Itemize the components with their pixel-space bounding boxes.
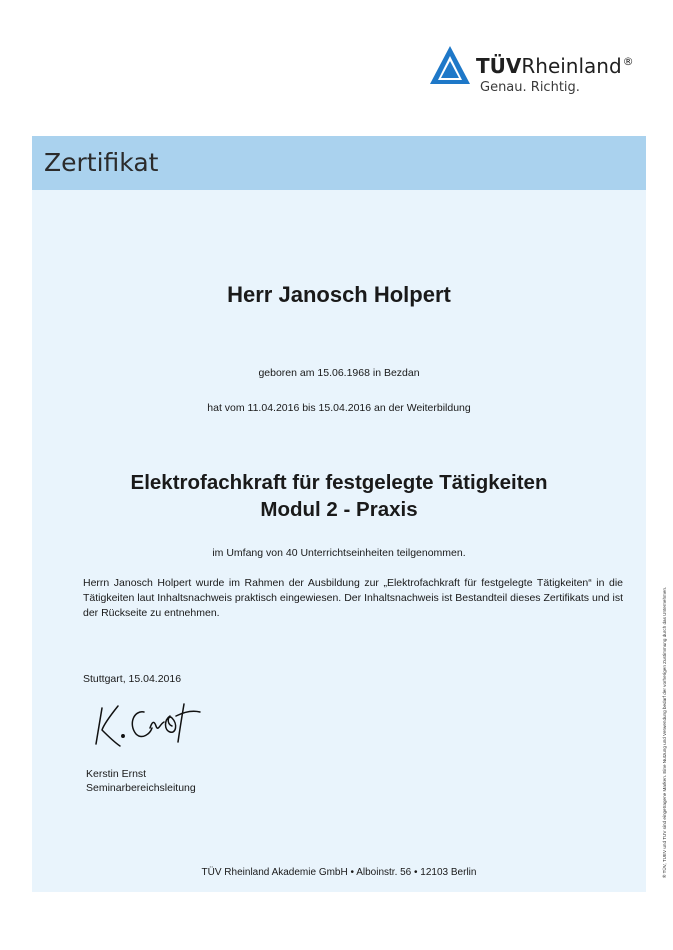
period-line: hat vom 11.04.2016 bis 15.04.2016 an der Weiterbildung	[207, 402, 471, 414]
brand-bold: TÜV	[476, 54, 522, 78]
trademark-note: ® TÜV, TUEV und TUV sind eingetragene Marken. Eine Nutzung und Verwendung bedarf der vorherigen Zustimmung durch das Unternehmen.	[662, 586, 667, 878]
course-title	[32, 469, 646, 523]
birth-line: geboren am 15.06.1968 in Bezdan	[258, 367, 420, 379]
body-paragraph: Herrn Janosch Holpert wurde im Rahmen der Ausbildung zur „Elektrofachkraft für festgelegte Tätigkeiten“ in die Tätigkeiten laut Inhaltsnachweis praktisch eingewiesen. Der Inhaltsnachweis ist Bestandteil dieses Zertifikats und ist der Rückseite zu entnehmen.	[83, 577, 623, 619]
tuv-rheinland-logo	[428, 44, 648, 100]
certificate-title: Zertifikat	[44, 148, 159, 177]
handwritten-signature	[92, 698, 202, 754]
signer-name: Kerstin Ernst	[86, 768, 147, 780]
brand-regular: Rheinland	[521, 54, 622, 78]
signer-role: Seminarbereichsleitung	[86, 782, 196, 794]
brand-name	[476, 54, 634, 78]
scope-line: im Umfang von 40 Unterrichtseinheiten teilgenommen.	[212, 547, 466, 559]
course-title-line-2: Modul 2 - Praxis	[260, 498, 418, 521]
brand-slogan: Genau. Richtig.	[480, 80, 580, 95]
recipient-name: Herr Janosch Holpert	[227, 282, 451, 307]
registered-mark: ®	[622, 55, 634, 68]
tuv-triangle-icon	[428, 44, 472, 86]
footer-address: TÜV Rheinland Akademie GmbH • Alboinstr. 56 • 12103 Berlin	[201, 867, 477, 878]
place-date: Stuttgart, 15.04.2016	[83, 673, 182, 685]
course-title-line-1: Elektrofachkraft für festgelegte Tätigkeiten	[130, 471, 548, 494]
